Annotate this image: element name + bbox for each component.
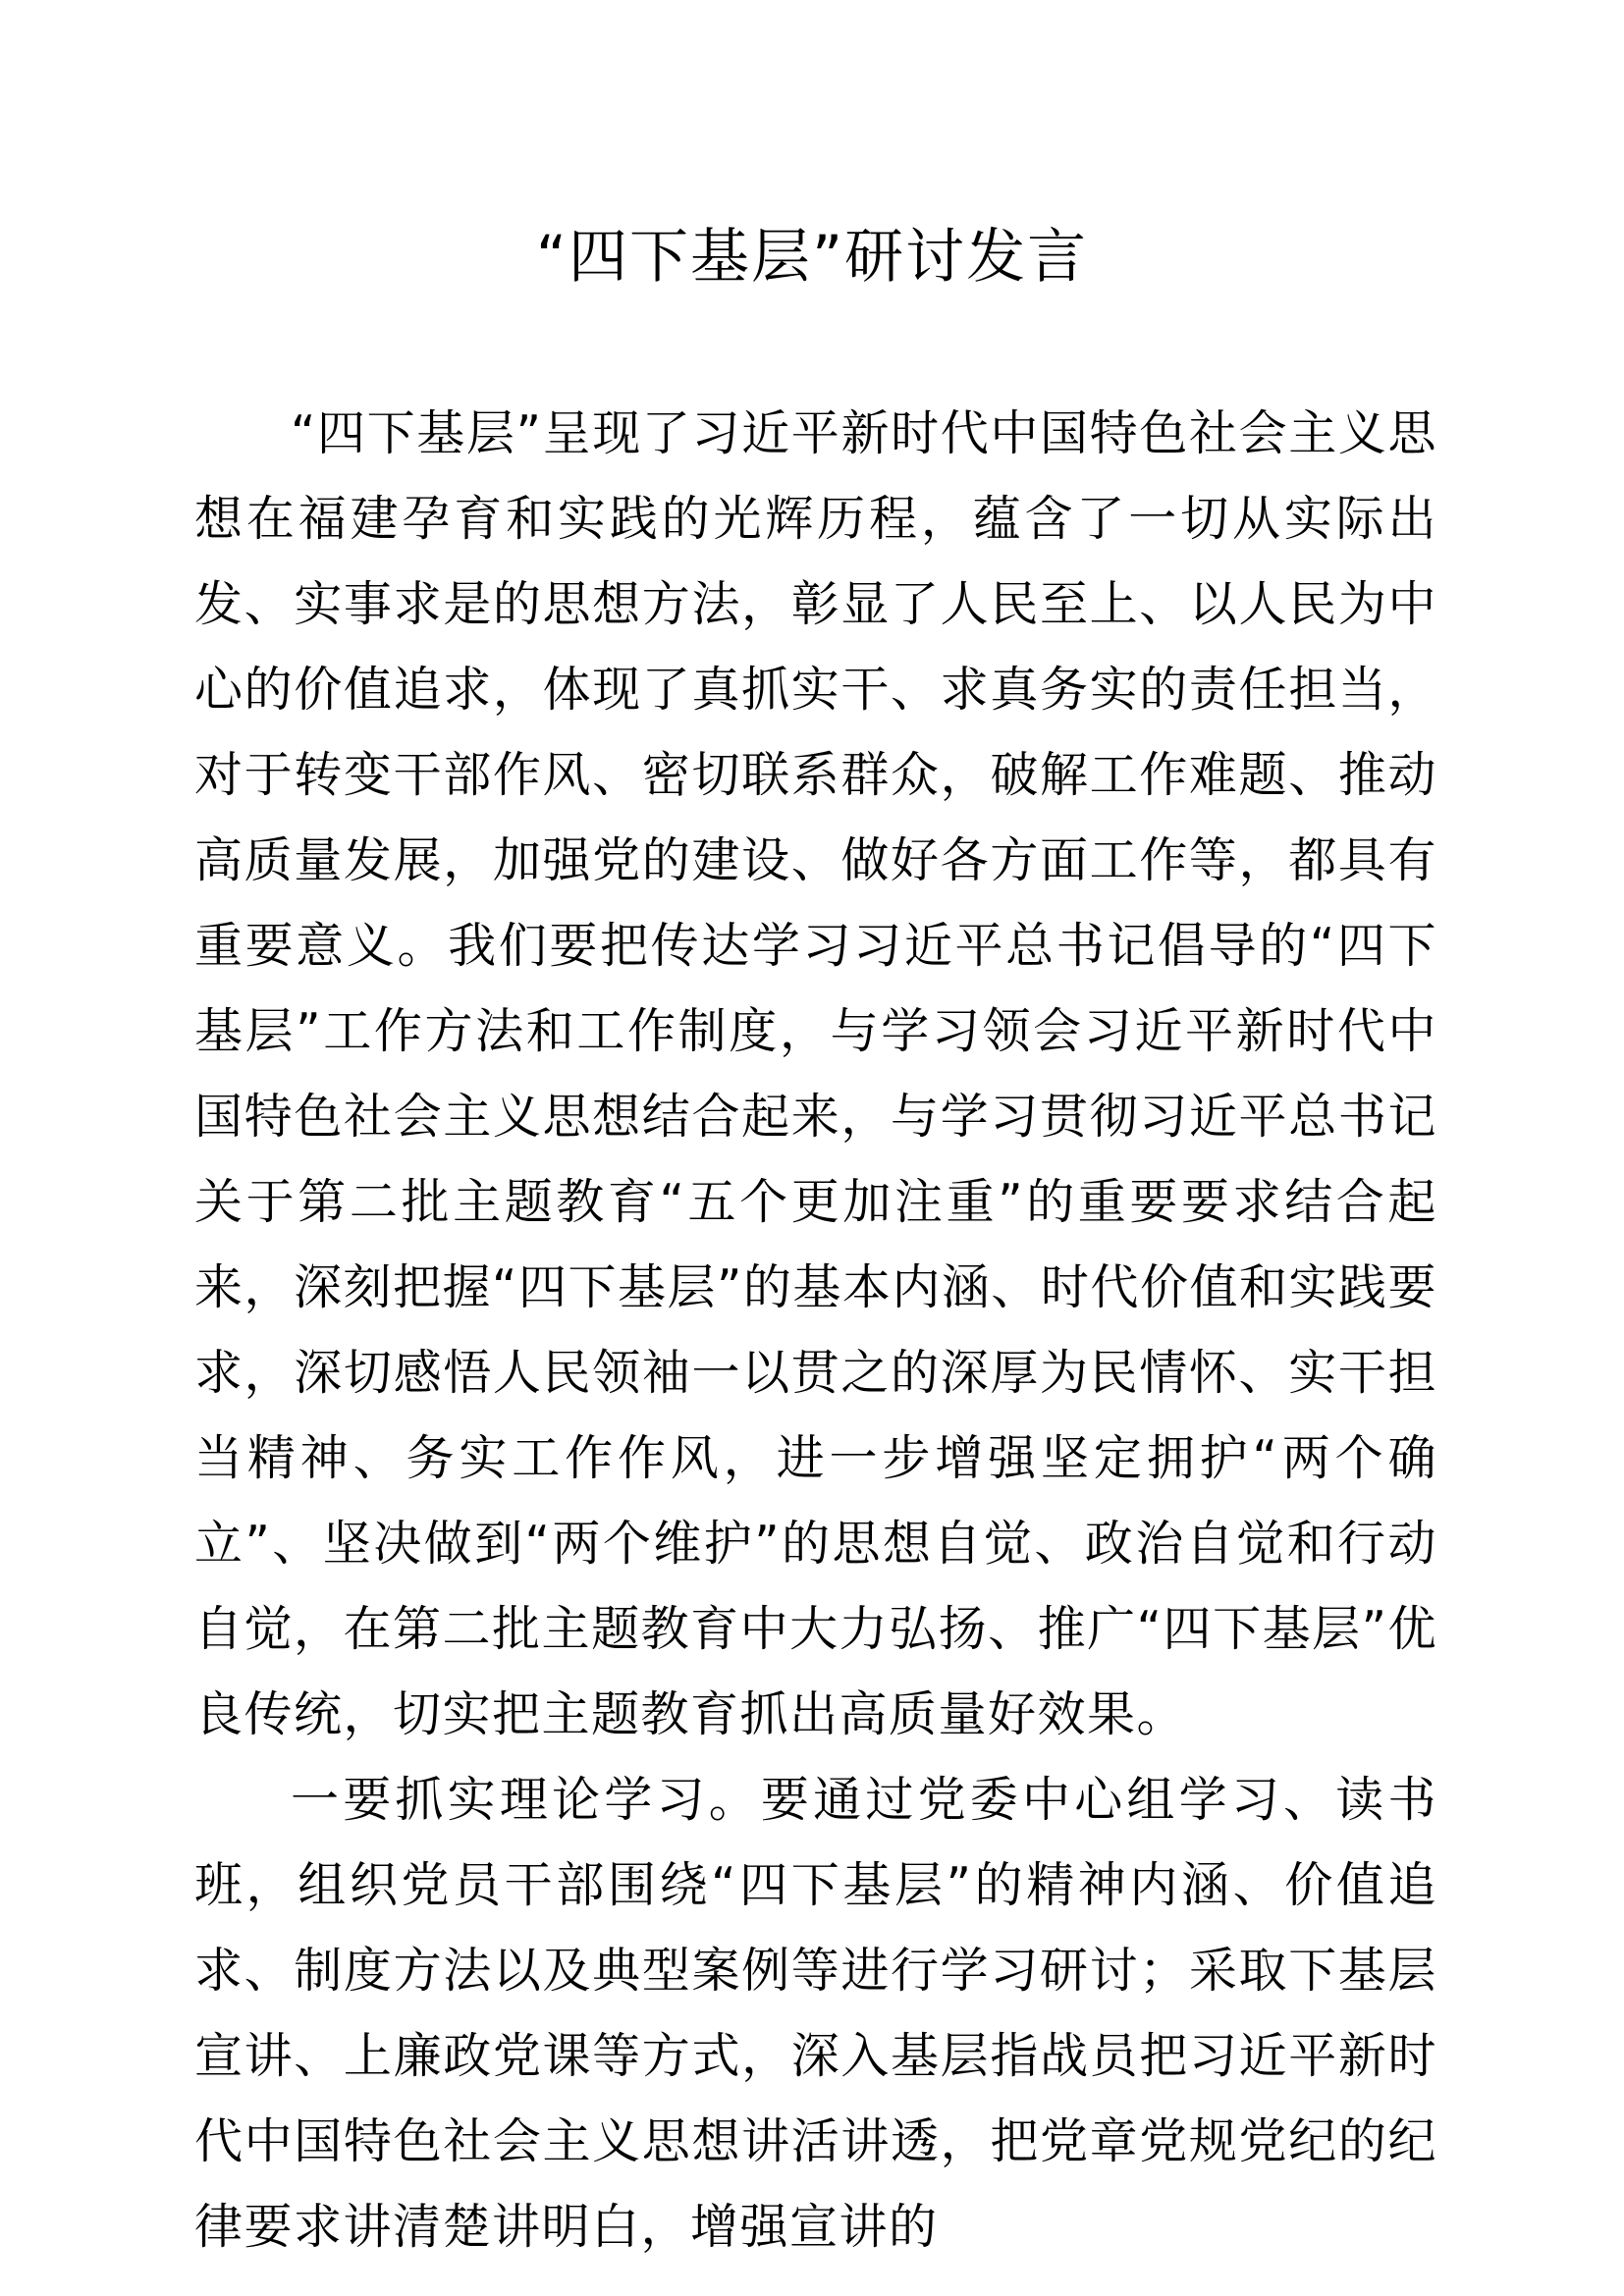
document-title: “四下基层”研讨发言 [535,223,1089,292]
paragraph-theory-study: 一要抓实理论学习。要通过党委中心组学习、读书班，组织党员干部围绕“四下基层”的精神内涵、价值追求、制度方法以及典型案例等进行学习研讨；采取下基层宣讲、上廉政党课等方式，深入基层指战员把习近平新时代中国特色社会主义思想讲活讲透，把党章党规党纪的纪律要求讲清楚讲明白，增强宣讲的 [194,1772,1437,2255]
paragraph-intro: “四下基层”呈现了习近平新时代中国特色社会主义思想在福建孕育和实践的光辉历程，蕴含了一切从实际出发、实事求是的思想方法，彰显了人民至上、以人民为中心的价值追求，体现了真抓实干、求真务实的责任担当，对于转变干部作风、密切联系群众，破解工作难题、推动高质量发展，加强党的建设、做好各方面工作等，都具有重要意义。我们要把传达学习习近平总书记倡导的“四下基层”工作方法和工作制度，与学习领会习近平新时代中国特色社会主义思想结合起来，与学习贯彻习近平总书记关于第二批主题教育“五个更加注重”的重要要求结合起来，深刻把握“四下基层”的基本内涵、时代价值和实践要求，深切感悟人民领袖一以贯之的深厚为民情怀、实干担当精神、务实工作作风，进一步增强坚定拥护“两个确立”、坚决做到“两个维护”的思想自觉、政治自觉和行动自觉，在第二批主题教育中大力弘扬、推广“四下基层”优良传统，切实把主题教育抓出高质量好效果。 [194,405,1437,1742]
document-body [194,391,1437,2269]
